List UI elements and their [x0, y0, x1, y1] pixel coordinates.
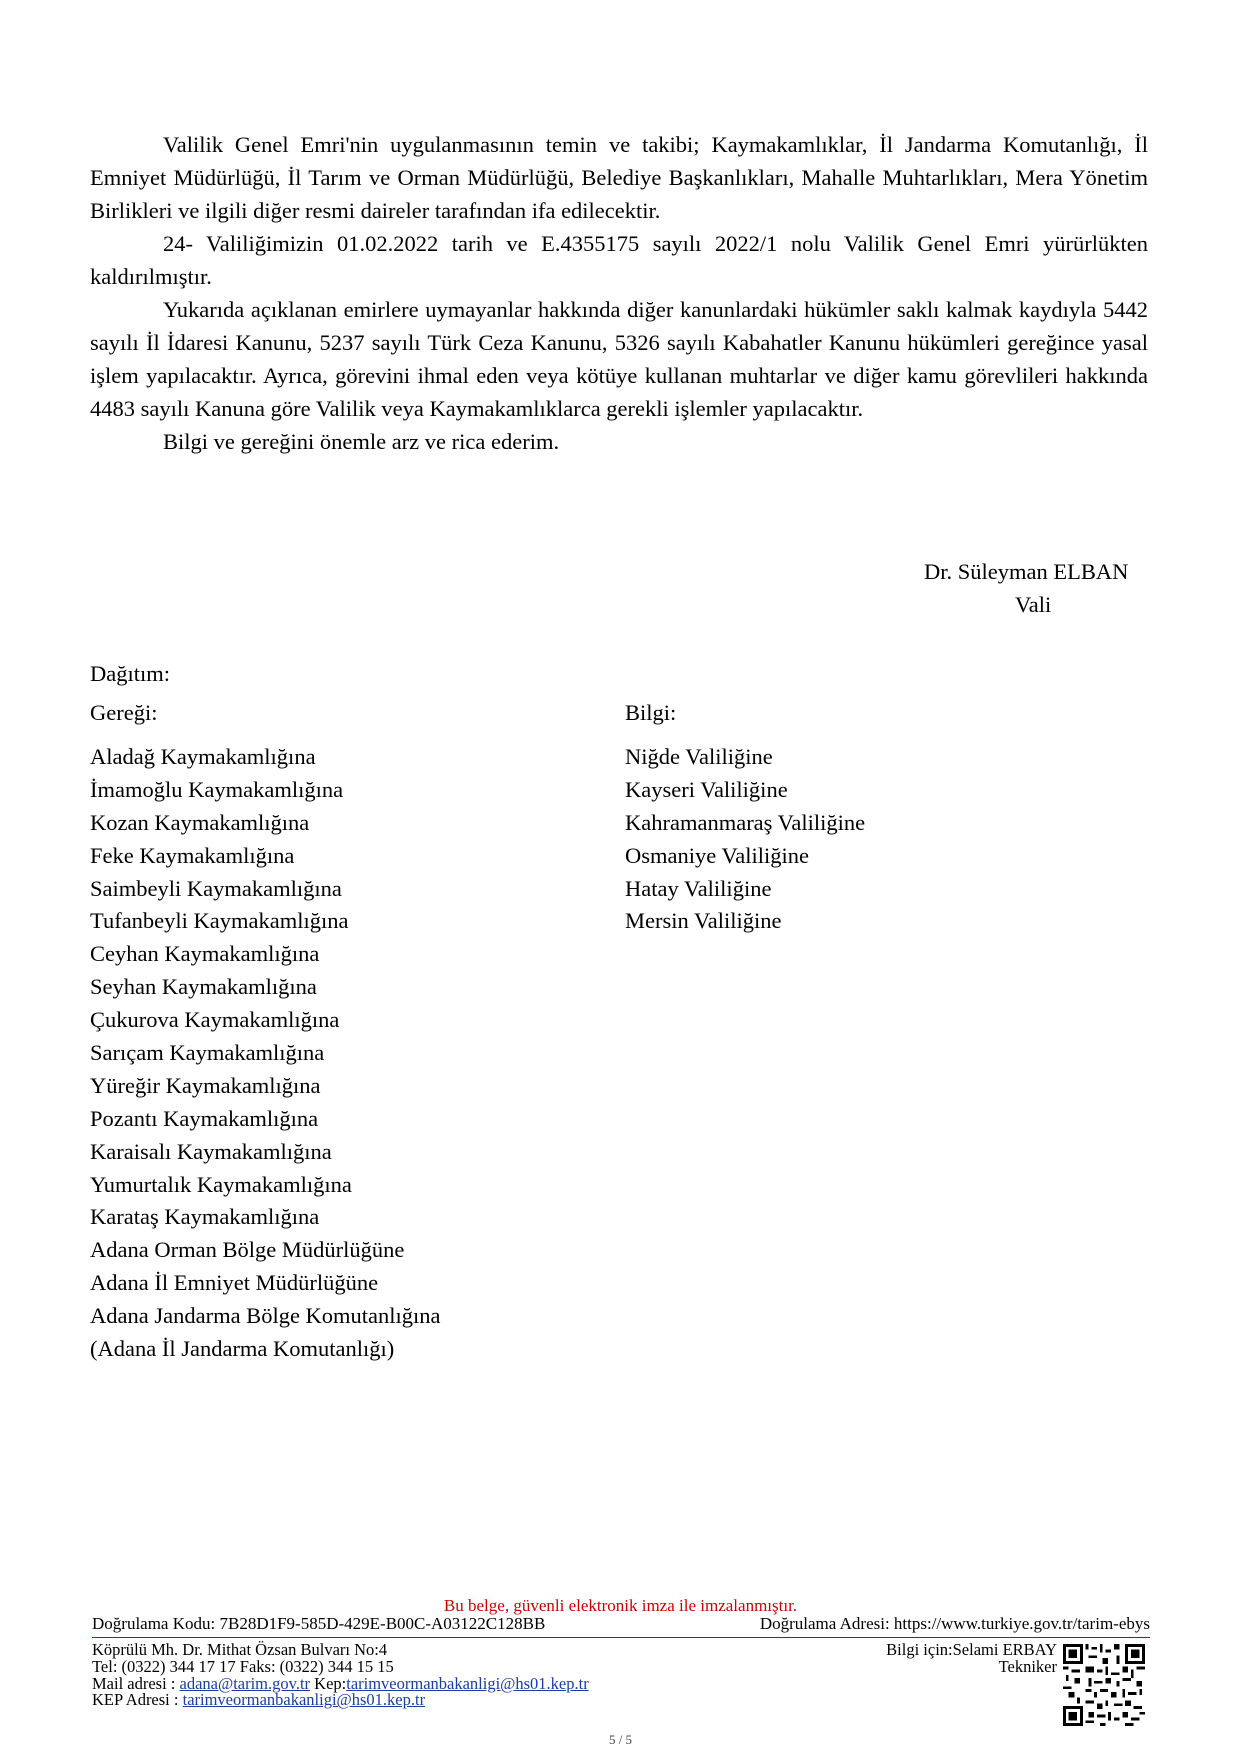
qr-code-icon: [1063, 1644, 1145, 1726]
list-item: Kozan Kaymakamlığına: [90, 809, 310, 835]
page-number: 5 / 5: [608, 1732, 633, 1747]
kep-line: [92, 1692, 589, 1709]
contact-block: [886, 1642, 1057, 1676]
list-item: Yüreğir Kaymakamlığına: [90, 1072, 321, 1098]
list-item: Kayseri Valiliğine: [625, 776, 788, 802]
esign-note: Bu belge, güvenli elektronik imza ile imzalanmıştır.: [443, 1596, 798, 1615]
list-item: Karaisalı Kaymakamlığına: [90, 1138, 332, 1164]
list-item: Çukurova Kaymakamlığına: [90, 1007, 340, 1033]
bilgi-column: [625, 696, 865, 938]
bilgi-heading: Bilgi:: [625, 700, 677, 725]
list-item: Sarıçam Kaymakamlığına: [90, 1040, 325, 1066]
list-item: Tufanbeyli Kaymakamlığına: [90, 908, 349, 934]
list-item: Adana Jandarma Bölge Komutanlığına: [90, 1303, 441, 1329]
list-item: Yumurtalık Kaymakamlığına: [90, 1171, 352, 1197]
list-item: Ceyhan Kaymakamlığına: [90, 941, 320, 967]
paragraph-1: Valilik Genel Emri'nin uygulanmasının temin ve takibi; Kaymakamlıklar, İl Jandarma Komutanlığı, İl Emniyet Müdürlüğü, İl Tarım ve Orman Müdürlüğü, Belediye Başkanlıkları, Mahalle Muhtarlıkları, Mera Yönetim Birlikleri ve ilgili diğer resmi daireler tarafından ifa edilecektir.: [90, 132, 1148, 223]
body-text: [90, 128, 1148, 458]
list-item: Seyhan Kaymakamlığına: [90, 974, 317, 1000]
kep-inline-link[interactable]: tarimveormanbakanligi@hs01.kep.tr: [346, 1673, 589, 1693]
list-item: Aladağ Kaymakamlığına: [90, 744, 316, 769]
list-item: Niğde Valiliğine: [625, 744, 773, 769]
list-item: Kahramanmaraş Valiliğine: [625, 809, 866, 835]
list-item: (Adana İl Jandarma Komutanlığı): [90, 1336, 395, 1362]
gereği-heading: Gereği:: [90, 700, 158, 725]
list-item: İmamoğlu Kaymakamlığına: [90, 776, 344, 802]
paragraph-4: Bilgi ve gereğini önemle arz ve rica ederim.: [163, 429, 560, 454]
list-item: Pozantı Kaymakamlığına: [90, 1105, 319, 1131]
distribution-heading: Dağıtım:: [90, 661, 170, 686]
verification-line: [92, 1614, 1150, 1634]
signer-name: Dr. Süleyman ELBAN: [924, 559, 1129, 584]
contact-title: Tekniker: [998, 1656, 1057, 1676]
signer-title: Vali: [1015, 592, 1052, 617]
list-item: Saimbeyli Kaymakamlığına: [90, 875, 342, 901]
gereği-column: [90, 696, 441, 1366]
list-item: Adana Orman Bölge Müdürlüğüne: [90, 1237, 405, 1263]
footer-divider: [92, 1637, 1150, 1638]
kep-link[interactable]: tarimveormanbakanligi@hs01.kep.tr: [182, 1690, 426, 1710]
verification-code: Doğrulama Kodu: 7B28D1F9-585D-429E-B00C-A03122C128BB: [92, 1614, 546, 1633]
gereği-list: [90, 741, 441, 1366]
mail-link[interactable]: adana@tarim.gov.tr: [179, 1673, 311, 1693]
list-item: Hatay Valiliğine: [625, 875, 772, 901]
list-item: Adana İl Emniyet Müdürlüğüne: [90, 1270, 379, 1296]
address-block: [92, 1642, 589, 1709]
list-item: Karataş Kaymakamlığına: [90, 1204, 320, 1230]
address-line: Köprülü Mh. Dr. Mithat Özsan Bulvarı No:4: [92, 1640, 388, 1659]
paragraph-2: 24- Valiliğimizin 01.02.2022 tarih ve E.4355175 sayılı 2022/1 nolu Valilik Genel Emri yürürlükten kaldırılmıştır.: [90, 231, 1148, 289]
bilgi-list: [625, 741, 865, 938]
mail-label: Mail adresi :: [92, 1673, 180, 1693]
list-item: Feke Kaymakamlığına: [90, 842, 295, 868]
list-item: Mersin Valiliğine: [625, 908, 782, 934]
phone-line: Tel: (0322) 344 17 17 Faks: (0322) 344 15 15: [92, 1656, 394, 1676]
verification-address[interactable]: Doğrulama Adresi: https://www.turkiye.gov.tr/tarim-ebys: [759, 1614, 1150, 1633]
list-item: Osmaniye Valiliğine: [625, 842, 809, 868]
kep-inline-label: Kep:: [310, 1673, 347, 1693]
kep-label: KEP Adresi :: [92, 1690, 183, 1710]
paragraph-3: Yukarıda açıklanan emirlere uymayanlar hakkında diğer kanunlardaki hükümler saklı kalmak kaydıyla 5442 sayılı İl İdaresi Kanunu, 5237 sayılı Türk Ceza Kanunu, 5326 sayılı Kabahatler Kanunu hükümleri gereğince yasal işlem yapılacaktır. Ayrıca, görevini ihmal eden veya kötüye kullanan muhtarlar ve diğer kamu görevlileri hakkında 4483 sayılı Kanuna göre Valilik veya Kaymakamlıklarca gerekli işlemler yapılacaktır.: [90, 297, 1148, 421]
contact-person: Bilgi için:Selami ERBAY: [886, 1640, 1057, 1659]
